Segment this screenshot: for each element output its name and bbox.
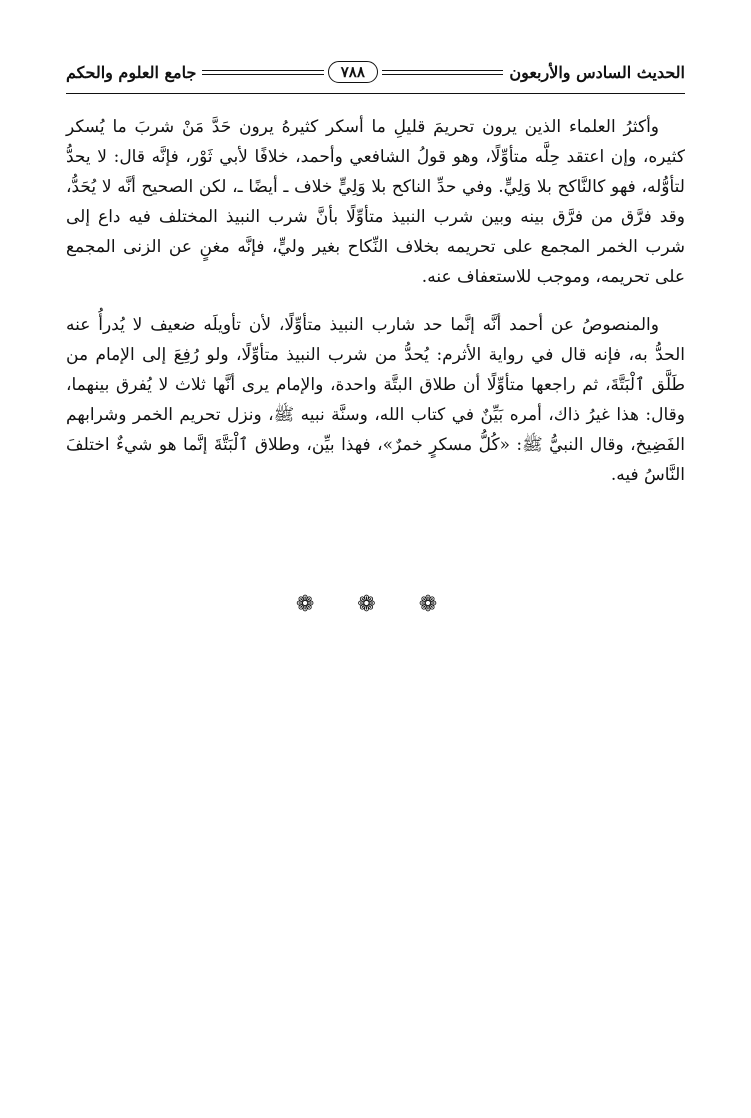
header-double-line-left <box>202 70 323 75</box>
page-body <box>66 112 685 508</box>
header-double-line-right <box>382 70 503 75</box>
paragraph-1: وأكثرُ العلماء الذين يرون تحريمَ قليلِ ما أسكر كثيرهُ يرون حَدَّ مَنْ شربَ ما يُسكر كثيره، وإن اعتقد حِلَّه متأوِّلًا، وهو قولُ الشافعي وأحمد، خلافًا لأبي ثَوْر، فإنَّه قال: لا يحدُّ لتأوُّله، فهو كالنَّاكح بلا وَلِيٍّ. وفي حدِّ الناكح بلا وَلِيٍّ خلاف ـ أيضًا ـ، لكن الصحيح أنَّه لا يُحَدُّ، وقد فرَّق من فرَّق بينه وبين شرب النبيذ متأوِّلًا بأنَّ شرب النبيذ المختلف فيه داع إلى شرب الخمر المجمع على تحريمه بخلاف النِّكاح بغير وليٍّ، فإنَّه مغنٍ عن الزنى المجمع على تحريمه، وموجب للاستعفاف عنه. <box>66 117 685 287</box>
page-header <box>66 52 685 92</box>
header-ornament <box>202 61 503 83</box>
book-title: جامع العلوم والحكم <box>66 62 197 82</box>
section-separator: ❁ ❁ ❁ <box>295 592 456 617</box>
paragraph-2: والمنصوصُ عن أحمد أنَّه إنَّما حد شارب النبيذ متأوِّلًا، لأن تأويلَه ضعيف لا يُدرأُ عنه الحدُّ به، فإنه قال في رواية الأثرم: يُحدُّ من شرب النبيذ متأوِّلًا، ولو رُفِعَ إلى الإمام من طَلَّق ٱلْبَتَّةَ، ثم راجعها متأوِّلًا أن طلاق البتَّة واحدة، والإمام يرى أنَّها ثلاث لا يُفرق بينهما، وقال: هذا غيرُ ذاك، أمره بَيِّنٌ في كتاب الله، وسنَّة نبيه ﷺ، ونزل تحريم الخمر وشرابهم الفَضِيخ، وقال النبيُّ ﷺ: «كُلُّ مسكرٍ خمرٌ»، فهذا بيِّن، وطلاق ٱلْبَتَّةَ إنَّما هو شيءٌ اختلفَ النَّاسُ فيه. <box>66 315 685 485</box>
page-number: ٧٨٨ <box>328 61 378 83</box>
header-rule <box>66 93 685 94</box>
chapter-title: الحديث السادس والأربعون <box>509 62 685 82</box>
